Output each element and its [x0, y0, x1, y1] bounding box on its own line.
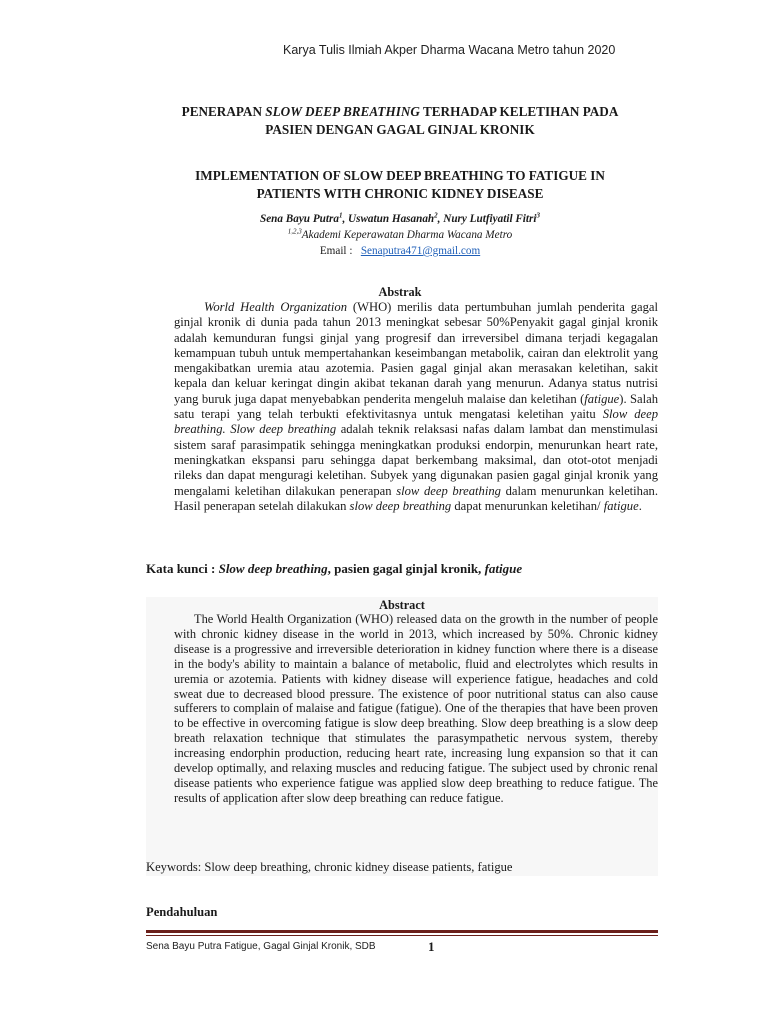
author-2: Uswatun Hasanah: [348, 213, 435, 225]
abstrak-italic-4: slow deep breathing: [396, 483, 501, 498]
abstrak-text-1: (WHO) merilis data pertumbuhan jumlah penderita gagal ginjal kronik di dunia pada tahun 2013 meningkat sebesar 50%Penyakit gagal ginjal kronik adalah kemunduran fungsi ginjal yang progresif dan irreversibel dimana terjadi kegagalan kemampuan tubuh untuk mempertahankan keseimbangan metabolik, cairan dan elektrolit yang mengakibatkan uremia atau azotemia. Pasien gagal ginjal akan merasakan keletihan, sakit kepala dan keluar keringat dingin akibat tekanan darah yang menurun. Adanya status nutrisi yang buruk juga dapat menyebabkan penderita mengeluh malaise dan keletihan (: [174, 300, 658, 406]
affiliation: [100, 229, 700, 241]
section-heading: Pendahuluan: [146, 905, 218, 919]
abstrak-text-3: adalah teknik relaksasi nafas dalam lambat dan menstimulasi sistem saraf parasimpatik sehingga meningkatkan produksi endorpin, menurunkan heart rate, meningkatkan ekspansi paru sehingga dapat berkembang maksimal, dan otot-otot menjadi rileks dan dapat menguragi keletihan. Subyek yang digunakan pasien gagal ginjal kronik yang mengalami keletihan dilakukan penerapan: [174, 422, 658, 498]
abstrak-italic-2: fatigue: [584, 391, 620, 406]
author-3-sup: 3: [536, 211, 540, 220]
page-number: 1: [428, 939, 435, 954]
kata-kunci-1: Slow deep breathing: [218, 561, 328, 576]
abstrak-text-5: dapat menurunkan keletihan/: [451, 498, 604, 513]
footer-text: Sena Bayu Putra Fatigue, Gagal Ginjal Kronik, SDB: [146, 941, 376, 952]
kata-kunci-2: , pasien gagal ginjal kronik,: [327, 561, 485, 576]
title-english: [100, 167, 700, 203]
abstrak-text-2: ). Salah satu terapi yang telah terbukti efektivitasnya untuk mengatasi keletihan yaitu: [174, 391, 658, 422]
kata-kunci-3: fatigue: [484, 561, 523, 576]
running-header: Karya Tulis Ilmiah Akper Dharma Wacana Metro tahun 2020: [283, 43, 616, 57]
abstract-body: The World Health Organization (WHO) released data on the growth in the number of people with chronic kidney disease in the world in 2013, which increased by 50%. Chronic kidney disease is a progressive and irreversible deterioration in kidney function where there is a disease in the body's ability to maintain a balance of metabolic, fluid and electrolytes which results in uremia or azotemia. Patients with kidney disease will experience fatigue, headaches and cold sweat due to decreased blood pressure. The existence of poor nutritional status can also cause sufferers to complain of malaise and fatigue (fatigue). One of the therapies that have been proven to be effective in overcoming fatigue is slow deep breathing. Slow deep breathing is a slow deep breath relaxation technique that stimulates the parasympathetic nervous system, thereby increasing endorphin production, reducing heart rate, increasing lung expansion so that it can develop optimally, and relaxing muscles and reducing fatigue. The subject used by chronic renal disease patients who experience fatigue was applied slow deep breathing to reduce fatigue. The results of application after slow deep breathing can reduce fatigue.: [174, 612, 658, 805]
keywords-english: Keywords: Slow deep breathing, chronic kidney disease patients, fatigue: [146, 860, 513, 874]
abstrak-italic-5: slow deep breathing: [349, 498, 452, 513]
abstrak-heading: Abstrak: [378, 285, 422, 299]
abstrak-italic-6: fatigue: [603, 498, 639, 513]
email-line: [100, 245, 700, 257]
author-3: Nury Lutfiyatil Fitri: [443, 213, 537, 225]
email-link[interactable]: Senaputra471@gmail.com: [360, 245, 481, 257]
abstrak-italic-3: Slow deep breathing. Slow deep breathing: [174, 407, 658, 437]
title-id-prefix: PENERAPAN: [181, 104, 266, 119]
abstract-heading: Abstract: [379, 598, 425, 612]
title-en-line1: IMPLEMENTATION OF SLOW DEEP BREATHING TO FATIGUE IN: [195, 168, 605, 183]
author-list: [100, 213, 700, 225]
footer-rule-thick: [146, 930, 658, 933]
title-en-line2: PATIENTS WITH CHRONIC KIDNEY DISEASE: [256, 186, 544, 201]
kata-kunci-label: Kata kunci :: [146, 561, 219, 576]
abstrak-text-4: dalam menurunkan keletihan. Hasil penerapan setelah dilakukan: [174, 483, 658, 513]
title-id-italic: SLOW DEEP BREATHING: [265, 104, 420, 119]
author-1-sup: 1: [338, 211, 343, 220]
title-id-line2: PASIEN DENGAN GAGAL GINJAL KRONIK: [265, 122, 535, 137]
title-id-line1-rest: TERHADAP KELETIHAN PADA: [419, 104, 619, 119]
author-sep-1: ,: [342, 213, 349, 225]
author-sep-2: ,: [437, 213, 444, 225]
abstrak-body: [174, 300, 658, 514]
abstrak-text-6: .: [638, 498, 642, 513]
title-indonesian: [100, 103, 700, 139]
affiliation-text: Akademi Keperawatan Dharma Wacana Metro: [301, 229, 513, 241]
affiliation-sup: 1,2,3: [287, 227, 302, 236]
author-2-sup: 2: [434, 211, 438, 220]
email-label: Email :: [319, 245, 361, 257]
footer-rule-thin: [146, 935, 658, 936]
kata-kunci: [146, 561, 522, 577]
abstrak-italic-1: World Health Organization: [204, 300, 348, 314]
author-1: Sena Bayu Putra: [259, 213, 339, 225]
